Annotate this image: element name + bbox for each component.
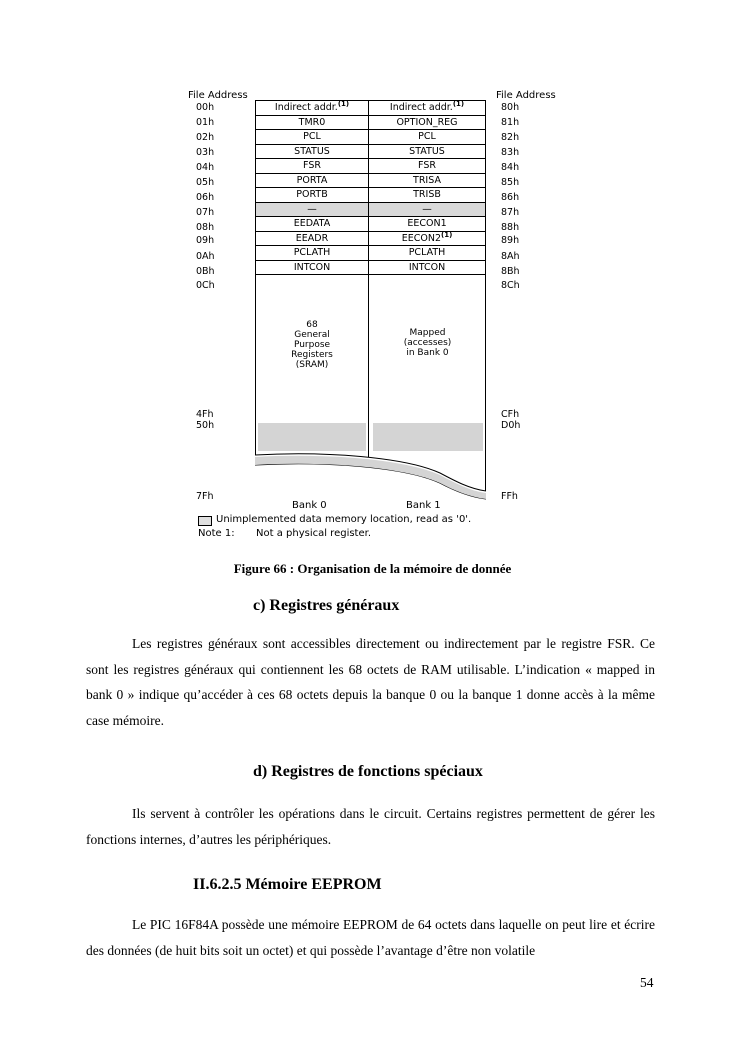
bank1-register: STATUS	[369, 145, 485, 160]
addr-right: 85h	[501, 177, 520, 188]
bank1-register: PCL	[369, 130, 485, 145]
addr-left: 00h	[196, 102, 215, 113]
addr-right: 83h	[501, 147, 520, 158]
addr-left: 0Bh	[196, 266, 215, 277]
addr-right: 81h	[501, 117, 520, 128]
bank0-register: STATUS	[256, 145, 368, 160]
bank1-register: INTCON	[369, 261, 485, 276]
addr-right: 87h	[501, 207, 520, 218]
bank1-unimplemented: —	[369, 203, 485, 218]
addr-left: 04h	[196, 162, 215, 173]
addr-right: 86h	[501, 192, 520, 203]
bank0-register: INTCON	[256, 261, 368, 276]
unimplemented-legend-swatch	[198, 516, 212, 526]
section-heading-d: d) Registres de fonctions spéciaux	[253, 763, 483, 780]
addr-left: 03h	[196, 147, 215, 158]
bank1-register: TRISB	[369, 188, 485, 203]
addr-left: 50h	[196, 420, 215, 431]
bank1-label: Bank 1	[406, 500, 441, 511]
unimplemented-region	[255, 421, 486, 508]
bank1-register: EECON2$^{(1)}$	[369, 232, 485, 247]
bank0-register: PORTB	[256, 188, 368, 203]
bank1-register: FSR	[369, 159, 485, 174]
addr-right: 89h	[501, 235, 520, 246]
addr-left: 02h	[196, 132, 215, 143]
bank0-register: PORTA	[256, 174, 368, 189]
addr-right: FFh	[501, 491, 518, 502]
bank0-register: FSR	[256, 159, 368, 174]
file-address-right: File Address	[496, 90, 556, 101]
addr-right: 82h	[501, 132, 520, 143]
bank0-register: Indirect addr.$^{(1)}$	[256, 101, 368, 116]
note-text: Not a physical register.	[256, 528, 372, 539]
bank1-register: OPTION_REG	[369, 116, 485, 131]
addr-left: 06h	[196, 192, 215, 203]
addr-right: CFh	[501, 409, 520, 420]
bank1-register: Indirect addr.$^{(1)}$	[369, 101, 485, 116]
note-label: Note 1:	[198, 528, 235, 539]
section-heading-c: c) Registres généraux	[253, 597, 400, 614]
bank0-register: PCLATH	[256, 246, 368, 261]
bank0-register: PCL	[256, 130, 368, 145]
addr-right: D0h	[501, 420, 521, 431]
file-address-left: File Address	[188, 90, 248, 101]
bank0-register: EEDATA	[256, 217, 368, 232]
paragraph-special-registers: Ils servent à contrôler les opérations dans le circuit. Certains registres permettent de gérer les fonctions internes, d’autres les périphériques.	[86, 806, 655, 847]
addr-left: 07h	[196, 207, 215, 218]
bank0-unimplemented: —	[256, 203, 368, 218]
addr-right: 8Ch	[501, 280, 520, 291]
bank0-register: EEADR	[256, 232, 368, 247]
addr-right: 8Ah	[501, 251, 520, 262]
bank1-register: TRISA	[369, 174, 485, 189]
bank1-register: PCLATH	[369, 246, 485, 261]
addr-left: 0Ch	[196, 280, 215, 291]
addr-left: 4Fh	[196, 409, 214, 420]
addr-right: 80h	[501, 102, 520, 113]
addr-right: 8Bh	[501, 266, 520, 277]
legend-text: Unimplemented data memory location, read as '0'.	[216, 514, 472, 525]
addr-left: 05h	[196, 177, 215, 188]
figure-caption: Figure 66 : Organisation de la mémoire de donnée	[233, 561, 512, 576]
page-number: 54	[640, 975, 654, 990]
addr-left: 0Ah	[196, 251, 215, 262]
addr-left: 08h	[196, 222, 215, 233]
addr-left: 09h	[196, 235, 215, 246]
bank1-register: EECON1	[369, 217, 485, 232]
bank0-label: Bank 0	[292, 500, 327, 511]
addr-left: 01h	[196, 117, 215, 128]
addr-right: 84h	[501, 162, 520, 173]
section-heading-eeprom: II.6.2.5 Mémoire EEPROM	[193, 876, 382, 893]
paragraph-general-registers: Les registres généraux sont accessibles directement ou indirectement par le registre FSR. Ce sont les registres généraux qui contiennent les 68 octets de RAM utilisable. L’indication « mapped in bank 0 » indique qu’accéder à ces 68 octets depuis la banque 0 ou la banque 1 donne accès à la même case mémoire.	[86, 636, 655, 728]
bank0-register: TMR0	[256, 116, 368, 131]
addr-right: 88h	[501, 222, 520, 233]
addr-left: 7Fh	[196, 491, 214, 502]
paragraph-eeprom: Le PIC 16F84A possède une mémoire EEPROM de 64 octets dans laquelle on peut lire et écrire des données (de huit bits soit un octet) et qui possède l’avantage d’être non volatile	[86, 917, 655, 958]
memory-map-figure: File Address File Address 00h 01h 02h 03h 04h 05h 06h 07h 08h 09h 0Ah 0Bh 0Ch 4Fh 50h 7Fh 80h 81h 82h 83h 84h 85h 86h 87h 88h 89h 8Ah 8Bh 8Ch CFh D0h FFh Indirect addr.$^{(1)}$ TMR0 PCL STATUS FSR PORTA PORTB — EEDATA EEADR PCLATH INTCON Indirect addr.$^{(1)}$ OPTION_REG PCL STATUS FSR TRISA TRISB — EECON1 EECON2$^{(1)}$ PCLATH INTCON 68 General Purpose Registers (SRAM) Mapped (accesses) in Bank 0 Bank 0 Bank 1 Unimplemented data memory location, read as '0'. Note 1: Not a physical register.	[188, 90, 556, 539]
